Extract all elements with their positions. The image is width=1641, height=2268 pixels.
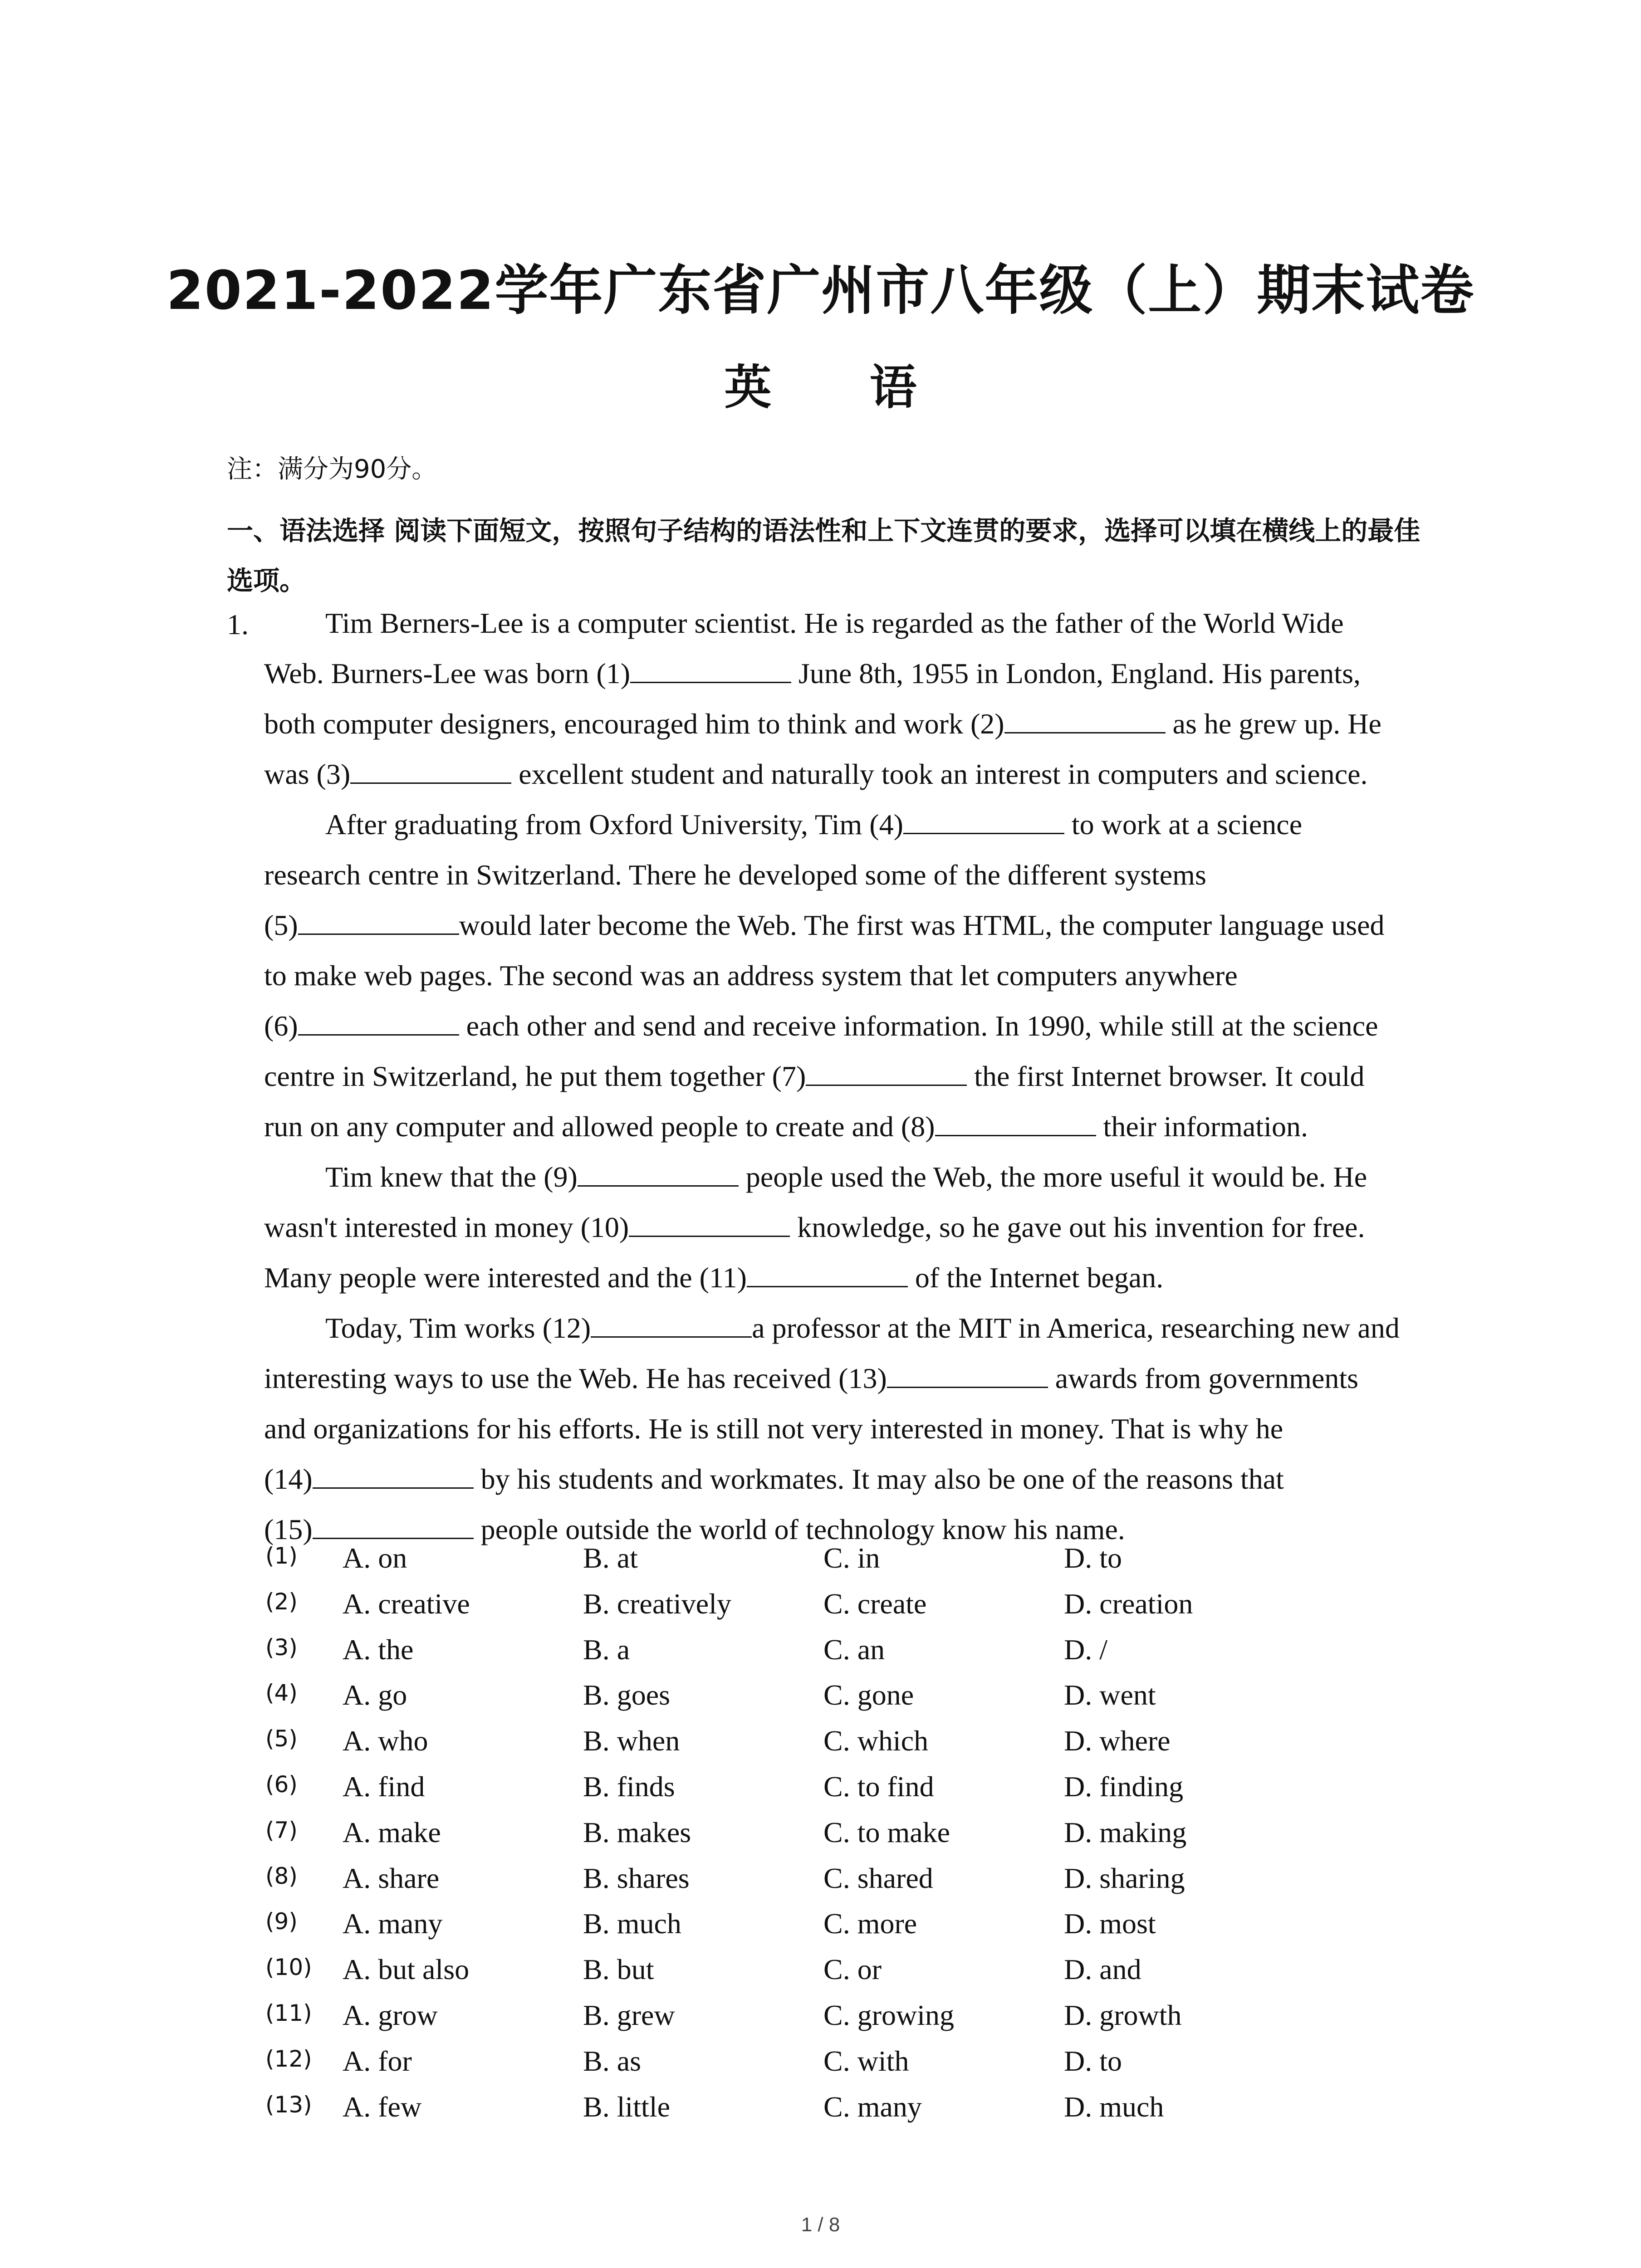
option-d: D. /: [1064, 1633, 1107, 1666]
passage-line: [264, 953, 1462, 1003]
option-b: B. at: [583, 1542, 638, 1574]
option-a: A. share: [343, 1862, 440, 1894]
answer-blank: [887, 1359, 1048, 1388]
option-row: [265, 1856, 1354, 1901]
option-row: [265, 1535, 1354, 1581]
passage-line: [264, 1255, 1462, 1305]
passage-text: (15): [264, 1513, 313, 1545]
passage-line: [264, 802, 1462, 852]
passage-text: research centre in Switzerland. There he developed some of the different systems: [264, 859, 1206, 891]
option-c: C. an: [823, 1633, 885, 1666]
passage-line: [264, 1054, 1462, 1104]
passage-text: people used the Web, the more useful it would be. He: [738, 1161, 1367, 1193]
option-a: A. creative: [343, 1587, 470, 1620]
option-d: D. growth: [1064, 1999, 1182, 2031]
passage-line: [264, 1457, 1462, 1507]
option-a: A. many: [343, 1907, 443, 1940]
option-number: (3): [265, 1634, 298, 1661]
passage-line: [264, 1406, 1462, 1457]
option-row: [265, 1581, 1354, 1627]
answer-blank: [630, 655, 791, 683]
answer-blank: [629, 1208, 790, 1237]
reading-passage: [264, 601, 1462, 1557]
question-number: 1.: [227, 608, 249, 640]
passage-text: Many people were interested and the (11): [264, 1261, 747, 1294]
option-d: D. to: [1064, 2044, 1122, 2077]
option-b: B. but: [583, 1953, 654, 1986]
option-c: C. create: [823, 1587, 927, 1620]
option-number: (11): [265, 1999, 312, 2026]
option-d: D. to: [1064, 1542, 1122, 1574]
option-c: C. many: [823, 2090, 922, 2123]
passage-text: their information.: [1096, 1110, 1308, 1143]
answer-blank: [591, 1309, 752, 1338]
page-title: 2021-2022学年广东省广州市八年级（上）期末试卷: [166, 259, 1475, 322]
option-a: A. who: [343, 1725, 428, 1757]
option-number: (13): [265, 2091, 312, 2118]
passage-text: the first Internet browser. It could: [967, 1060, 1365, 1092]
passage-text: each other and send and receive information. In 1990, while still at the science: [459, 1010, 1378, 1042]
option-a: A. go: [343, 1679, 407, 1711]
passage-text: both computer designers, encouraged him to think and work (2): [264, 708, 1004, 740]
answer-blank: [313, 1510, 474, 1539]
option-a: A. grow: [343, 1999, 438, 2031]
passage-text: to make web pages. The second was an address system that let computers anywhere: [264, 959, 1238, 992]
passage-text: to work at a science: [1064, 808, 1303, 841]
option-d: D. and: [1064, 1953, 1141, 1986]
option-b: B. a: [583, 1633, 630, 1666]
passage-line: [264, 1305, 1462, 1356]
option-row: [265, 1718, 1354, 1764]
answer-blank: [578, 1158, 739, 1187]
option-d: D. sharing: [1064, 1862, 1185, 1894]
options-list: [265, 1535, 1354, 2130]
option-b: B. grew: [583, 1999, 675, 2031]
option-a: A. but also: [343, 1953, 470, 1986]
passage-line: [264, 903, 1462, 953]
option-c: C. more: [823, 1907, 917, 1940]
option-b: B. little: [583, 2090, 670, 2123]
passage-text: run on any computer and allowed people to create and (8): [264, 1110, 935, 1143]
passage-text: a professor at the MIT in America, researching new and: [752, 1312, 1400, 1344]
option-number: (7): [265, 1817, 298, 1843]
passage-text: awards from governments: [1048, 1362, 1359, 1394]
option-number: (10): [265, 1954, 312, 1981]
passage-text: people outside the world of technology know his name.: [473, 1513, 1125, 1545]
passage-text: excellent student and naturally took an interest in computers and science.: [511, 758, 1368, 790]
passage-line: [264, 852, 1462, 903]
passage-text: June 8th, 1955 in London, England. His parents,: [791, 657, 1361, 689]
section-heading: 一、语法选择 阅读下面短文，按照句子结构的语法性和上下文连贯的要求，选择可以填在横线上的最佳选项。: [227, 515, 1421, 596]
option-row: [265, 1672, 1354, 1718]
passage-line: [264, 1205, 1462, 1255]
option-number: (6): [265, 1771, 298, 1798]
option-number: (1): [265, 1543, 298, 1569]
option-c: C. gone: [823, 1679, 914, 1711]
option-row: [265, 1810, 1354, 1856]
option-d: D. finding: [1064, 1770, 1184, 1803]
passage-text: (5): [264, 909, 298, 941]
answer-blank: [298, 906, 459, 935]
passage-text: Tim Berners-Lee is a computer scientist. He is regarded as the father of the World Wide: [325, 607, 1344, 639]
passage-text: as he grew up. He: [1165, 708, 1381, 740]
option-d: D. most: [1064, 1907, 1156, 1940]
passage-text: would later become the Web. The first was HTML, the computer language used: [459, 909, 1385, 941]
passage-line: [264, 651, 1462, 701]
passage-text: centre in Switzerland, he put them together (7): [264, 1060, 806, 1092]
passage-text: Web. Burners-Lee was born (1): [264, 657, 630, 689]
option-row: [265, 1901, 1354, 1947]
passage-text: and organizations for his efforts. He is still not very interested in money. That is why he: [264, 1413, 1283, 1445]
passage-line: [264, 1003, 1462, 1054]
answer-blank: [747, 1259, 908, 1287]
option-c: C. shared: [823, 1862, 933, 1894]
option-row: [265, 1764, 1354, 1810]
option-row: [265, 1627, 1354, 1673]
score-note: 注：满分为90分。: [227, 455, 437, 484]
passage-text: knowledge, so he gave out his invention for free.: [790, 1211, 1365, 1243]
option-a: A. the: [343, 1633, 414, 1666]
option-c: C. to make: [823, 1816, 950, 1848]
option-a: A. make: [343, 1816, 441, 1848]
passage-text: wasn't interested in money (10): [264, 1211, 629, 1243]
option-number: (12): [265, 2045, 312, 2072]
passage-line: [264, 752, 1462, 802]
option-b: B. shares: [583, 1862, 690, 1894]
option-number: (8): [265, 1862, 298, 1889]
passage-line: [264, 1356, 1462, 1406]
passage-text: Tim knew that the (9): [325, 1161, 578, 1193]
option-a: A. on: [343, 1542, 407, 1574]
passage-text: was (3): [264, 758, 351, 790]
option-a: A. find: [343, 1770, 425, 1803]
option-c: C. to find: [823, 1770, 934, 1803]
passage-line: [264, 601, 1462, 651]
subject-heading: 英 语: [724, 360, 958, 415]
passage-text: (6): [264, 1010, 298, 1042]
option-d: D. went: [1064, 1679, 1156, 1711]
passage-text: of the Internet began.: [907, 1261, 1164, 1294]
option-b: B. when: [583, 1725, 680, 1757]
answer-blank: [1004, 705, 1166, 733]
answer-blank: [935, 1108, 1096, 1136]
option-c: C. which: [823, 1725, 929, 1757]
option-c: C. growing: [823, 1999, 954, 2031]
option-row: [265, 1993, 1354, 2038]
passage-text: (14): [264, 1463, 313, 1495]
passage-text: interesting ways to use the Web. He has received (13): [264, 1362, 887, 1394]
option-d: D. creation: [1064, 1587, 1193, 1620]
option-b: B. goes: [583, 1679, 670, 1711]
answer-blank: [298, 1007, 459, 1036]
option-number: (9): [265, 1908, 298, 1935]
passage-line: [264, 701, 1462, 752]
answer-blank: [903, 806, 1064, 834]
option-a: A. few: [343, 2090, 422, 2123]
option-b: B. as: [583, 2044, 641, 2077]
option-c: C. in: [823, 1542, 880, 1574]
passage-text: After graduating from Oxford University, Tim (4): [325, 808, 903, 841]
option-row: [265, 1947, 1354, 1993]
option-b: B. creatively: [583, 1587, 731, 1620]
option-d: D. making: [1064, 1816, 1187, 1848]
answer-blank: [806, 1057, 967, 1086]
option-d: D. much: [1064, 2090, 1164, 2123]
option-b: B. makes: [583, 1816, 691, 1848]
option-number: (2): [265, 1588, 298, 1615]
option-number: (4): [265, 1680, 298, 1706]
option-b: B. much: [583, 1907, 681, 1940]
passage-line: [264, 1104, 1462, 1154]
page-number: 1 / 8: [801, 2214, 840, 2236]
option-number: (5): [265, 1725, 298, 1752]
passage-text: Today, Tim works (12): [325, 1312, 591, 1344]
option-a: A. for: [343, 2044, 412, 2077]
passage-text: by his students and workmates. It may also be one of the reasons that: [473, 1463, 1284, 1495]
option-b: B. finds: [583, 1770, 675, 1803]
option-d: D. where: [1064, 1725, 1171, 1757]
answer-blank: [313, 1460, 474, 1489]
passage-line: [264, 1154, 1462, 1205]
answer-blank: [350, 755, 511, 784]
option-row: [265, 2038, 1354, 2084]
option-row: [265, 2084, 1354, 2130]
option-c: C. with: [823, 2044, 909, 2077]
option-c: C. or: [823, 1953, 882, 1986]
